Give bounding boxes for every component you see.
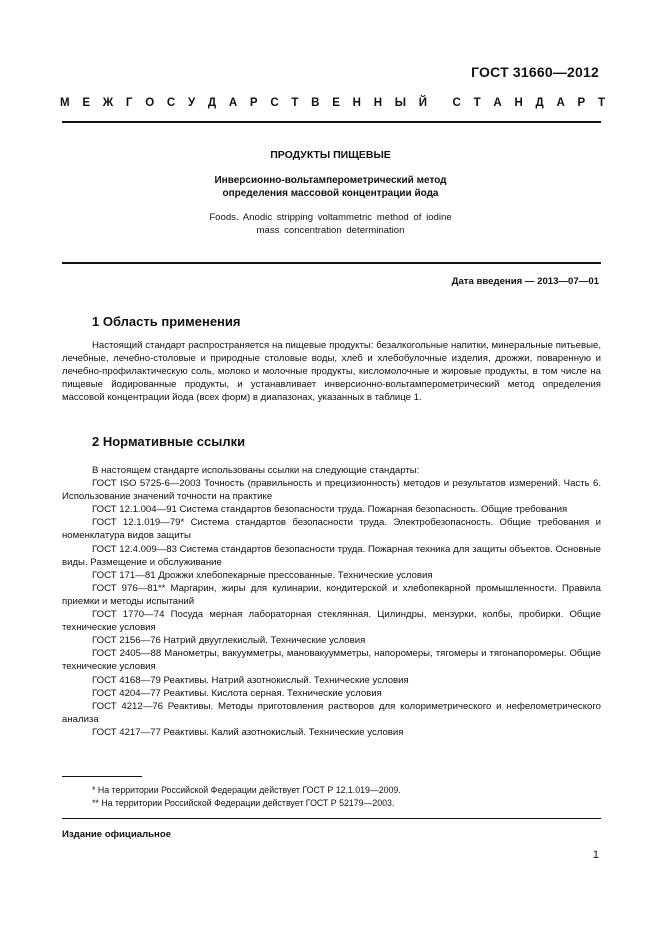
banner-letter: О	[145, 97, 155, 109]
reference-item: ГОСТ 171—81 Дрожжи хлебопекарные прессованные. Технические условия	[92, 569, 433, 581]
normative-references-list	[62, 464, 601, 739]
reference-item: ГОСТ 12.1.004—91 Система стандартов безопасности труда. Пожарная безопасность. Общие требования	[92, 504, 568, 516]
banner-letter: А	[493, 97, 502, 109]
banner-letter: Ж	[102, 97, 114, 109]
document-subtitle	[0, 174, 661, 200]
banner-letter: А	[556, 97, 565, 109]
banner-letter: В	[311, 97, 320, 109]
banner-letter: Д	[207, 97, 217, 109]
banner-letter: Р	[249, 97, 258, 109]
standard-number: ГОСТ 31660—2012	[471, 64, 599, 80]
header-divider	[62, 121, 601, 123]
banner-letter: Т	[473, 97, 481, 109]
banner-letter: Й	[418, 97, 428, 109]
footnote-divider	[62, 776, 142, 777]
edition-divider	[62, 818, 601, 819]
banner-letter: Е	[82, 97, 91, 109]
reference-item: ГОСТ ISO 5725-6—2003 Точность (правильность и прецизионность) методов и результатов измерений. Часть 6. Использование значений точности на практике	[62, 478, 601, 503]
banner-letter: А	[228, 97, 238, 109]
english-title-line: Foods. Anodic stripping voltammetric method of iodine	[209, 212, 452, 223]
introduction-date: Дата введения — 2013—07—01	[451, 276, 599, 287]
section-1-text: Настоящий стандарт распространяется на пищевые продукты: безалкогольные напитки, минеральные питьевые, лечебные, лечебно-столовые и природные столовые воды, хлеб и хлебобулочные изделия, дрожжи, поваренную и лечебно-профилактическую соль, молоко и молочные продукты, кисломолочные и жировые продукты, в том числе на пищевые йодированные продукты, и устанавливает инверсионно-вольтамперометрический метод определения массовой концентрации йода (всех форм) в диапазонах, указанных в таблице 1.	[62, 340, 601, 404]
title-divider	[62, 262, 601, 264]
reference-item: ГОСТ 4204—77 Реактивы. Кислота серная. Технические условия	[92, 687, 382, 699]
reference-item: ГОСТ 2156—76 Натрий двууглекислый. Технические условия	[92, 635, 366, 647]
reference-item: ГОСТ 976—81** Маргарин, жиры для кулинарии, кондитерской и хлебопекарной промышленности. Правила приемки и методы испытаний	[62, 582, 601, 607]
banner-letter: Ы	[394, 97, 407, 109]
banner-letter: У	[187, 97, 196, 109]
reference-item: ГОСТ 12.1.019—79* Система стандартов безопасности труда. Электробезопасность. Общие требования и номенклатура видов защиты	[62, 517, 601, 542]
banner-letter: С	[166, 97, 176, 109]
english-title-line: mass concentration determination	[256, 225, 405, 236]
reference-item: ГОСТ 4212—76 Реактивы. Методы приготовления растворов для колориметрического и нефелометрического анализа	[62, 700, 601, 725]
banner-letter: С	[270, 97, 279, 109]
reference-item: В настоящем стандарте использованы ссылки на следующие стандарты:	[92, 465, 420, 476]
banner-letter: М	[60, 97, 70, 109]
banner-letter: Р	[577, 97, 586, 109]
page-number: 1	[592, 849, 599, 861]
section-2-heading: 2 Нормативные ссылки	[92, 434, 246, 449]
section-1-heading: 1 Область применения	[92, 314, 241, 329]
interstate-standard-banner	[60, 97, 605, 109]
reference-item: ГОСТ 2405—88 Манометры, вакуумметры, мановакуумметры, напоромеры, тягомеры и тягонапоромеры. Общие технические условия	[62, 648, 601, 673]
banner-letter: Т	[597, 97, 605, 109]
banner-letter: Е	[332, 97, 340, 109]
banner-letter: Г	[125, 97, 133, 109]
reference-item: ГОСТ 1770—74 Посуда мерная лабораторная стеклянная. Цилиндры, мензурки, колбы, пробирки. Общие технические условия	[62, 609, 601, 634]
subtitle-line: определения массовой концентрации йода	[222, 188, 439, 199]
banner-letter: С	[452, 97, 461, 109]
banner-letter: Н	[514, 97, 523, 109]
subtitle-line: Инверсионно-вольтамперометрический метод	[214, 175, 447, 186]
banner-letter: Н	[373, 97, 383, 109]
reference-item: ГОСТ 12.4.009—83 Система стандартов безопасности труда. Пожарная техника для защиты объектов. Основные виды. Размещение и обслуживание	[62, 543, 601, 568]
reference-item: ГОСТ 4217—77 Реактивы. Калий азотнокислый. Технические условия	[92, 726, 404, 738]
banner-letter: Т	[291, 97, 299, 109]
banner-letter: Н	[352, 97, 361, 109]
english-title	[0, 211, 661, 237]
document-title: ПРОДУКТЫ ПИЩЕВЫЕ	[270, 149, 391, 161]
official-edition-label: Издание официальное	[62, 829, 172, 840]
footnote-2: ** На территории Российской Федерации действует ГОСТ Р 52179—2003.	[92, 798, 395, 808]
footnotes	[92, 784, 401, 810]
banner-letter: Д	[535, 97, 544, 109]
footnote-1: * На территории Российской Федерации действует ГОСТ Р 12.1.019—2009.	[92, 785, 401, 795]
reference-item: ГОСТ 4168—79 Реактивы. Натрий азотнокислый. Технические условия	[92, 674, 409, 686]
